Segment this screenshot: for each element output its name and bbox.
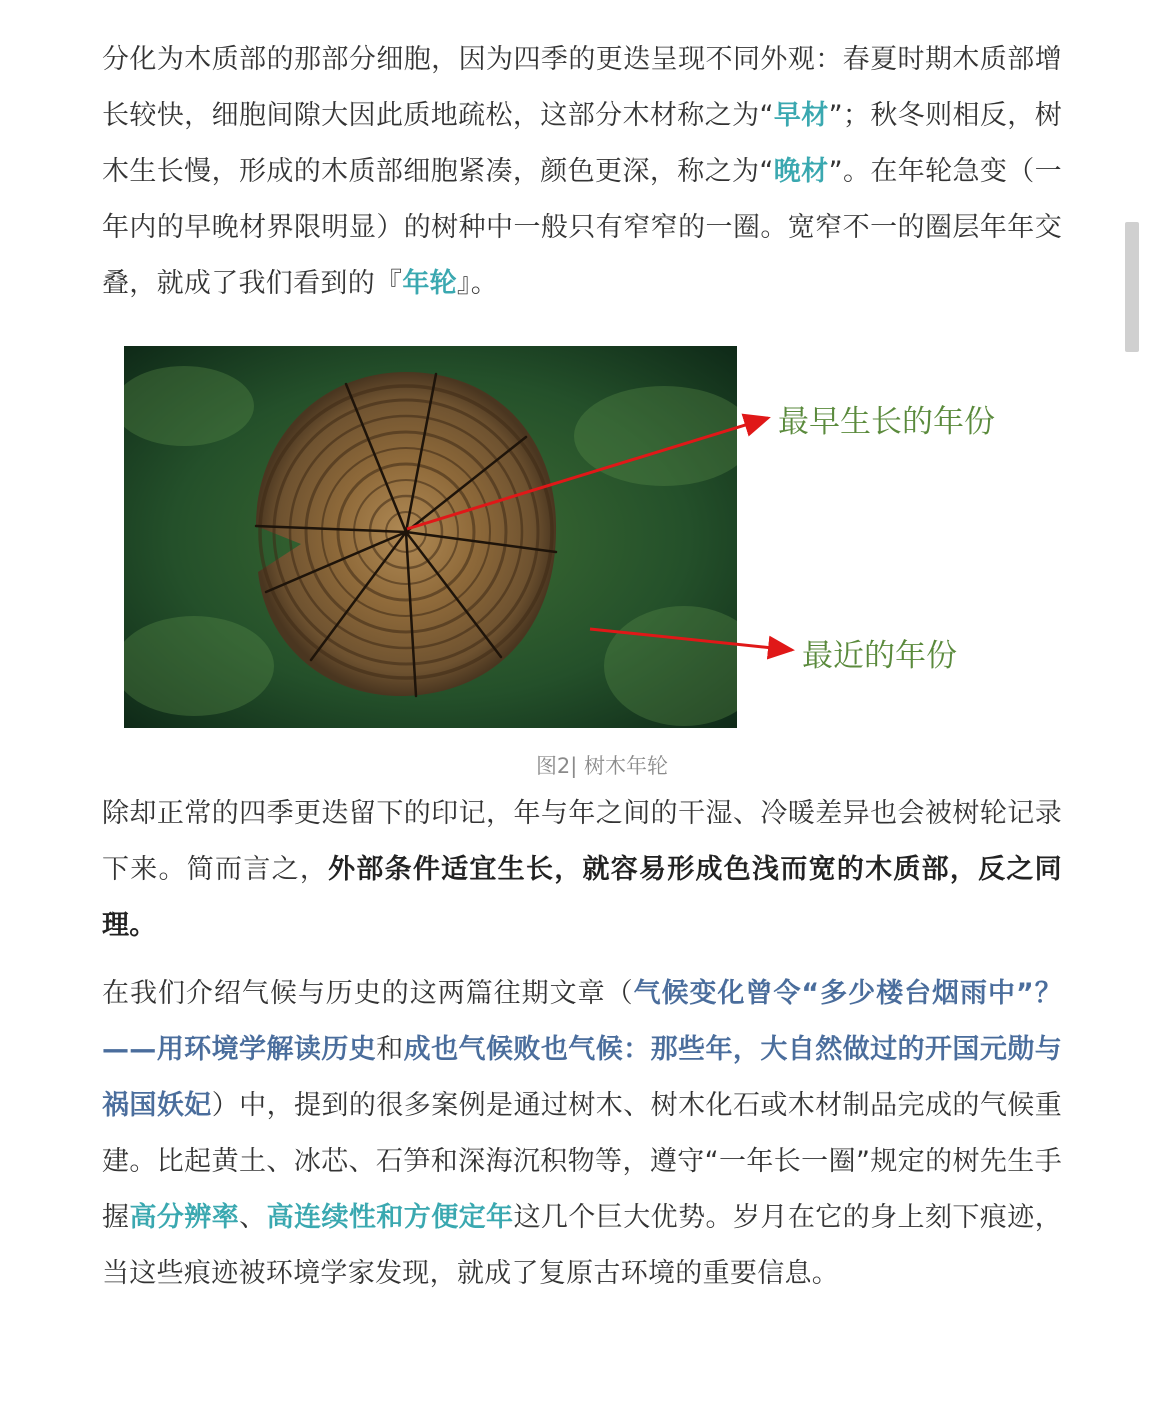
text-run: ”。在年轮急变（一年内的早晚材界限明显）的树种中一般只有窄窄的一圈。宽窄不一的圈层年年交叠，就成了我们看到的『 [102,156,1062,299]
annotation-earliest-year: 最早生长的年份 [778,404,995,440]
article-link-climate[interactable]: 成也气候败也气候：那些年，大自然做过的开国元勋与祸国妖妃 [102,1034,1062,1121]
text-run: 』。 [456,268,499,299]
text-run: 和 [376,1034,404,1065]
paragraph-wood-formation [102,32,1062,312]
highlight-high-resolution: 高分辨率 [129,1202,240,1233]
figure-caption: 图2| 树木年轮 [535,754,669,778]
annotation-recent-year: 最近的年份 [802,638,957,674]
text-run: 这几个巨大优势。岁月在它的身上刻下痕迹，当这些痕迹被环境学家发现，就成了复原古环境的重要信息。 [102,1202,1062,1289]
highlight-earlywood: 早材 [773,100,829,131]
text-run: 、 [239,1202,267,1233]
text-run: ）中，提到的很多案例是通过树木、树木化石或木材制品完成的气候重建。比起黄土、冰芯、石笋和深海沉积物等，遵守“一年长一圈”规定的树先生手握 [102,1090,1062,1233]
scrollbar-thumb[interactable] [1125,222,1139,352]
highlight-latewood: 晚材 [773,156,829,187]
arrow-earliest [407,418,768,529]
text-run: ”；秋冬则相反，树木生长慢，形成的木质部细胞紧凑，颜色更深，称之为“ [102,100,1062,187]
paragraph-climate-record [102,786,1062,954]
arrow-recent [590,629,792,650]
paragraph-climate-history [102,966,1062,1302]
text-run: 在我们介绍气候与历史的这两篇往期文章（ [102,978,634,1009]
highlight-tree-ring: 年轮 [402,268,457,299]
highlight-continuity-dating: 高连续性和方便定年 [266,1202,514,1233]
article-link-history[interactable]: 气候变化曾令“多少楼台烟雨中”？——用环境学解读历史 [102,978,1062,1065]
tree-ring-figure [102,346,1062,786]
article-body [102,32,1062,1302]
text-run: 分化为木质部的那部分细胞，因为四季的更迭呈现不同外观：春夏时期木质部增长较快，细胞间隙大因此质地疏松，这部分木材称之为“ [102,44,1062,131]
text-run: 除却正常的四季更迭留下的印记，年与年之间的干湿、冷暖差异也会被树轮记录下来。简而言之， [102,798,1062,885]
bold-summary: 外部条件适宜生长，就容易形成色浅而宽的木质部，反之同理。 [102,854,1062,941]
